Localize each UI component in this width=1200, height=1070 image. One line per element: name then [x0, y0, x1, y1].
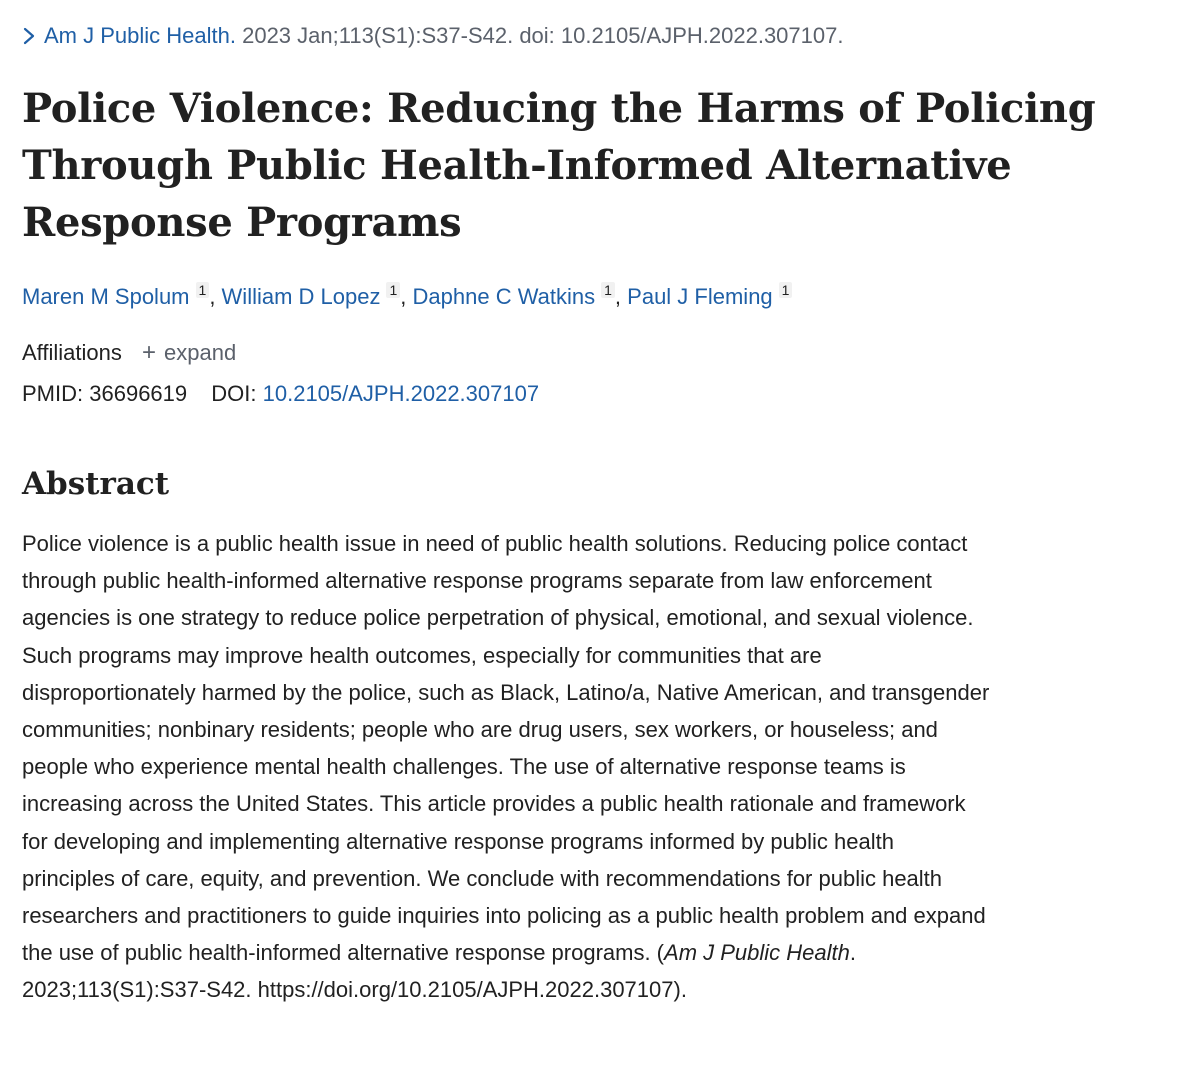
affiliation-ref[interactable]: 1	[386, 282, 400, 298]
expand-label: expand	[164, 340, 237, 365]
chevron-right-icon[interactable]	[22, 20, 44, 52]
author-link[interactable]: Daphne C Watkins	[412, 284, 596, 309]
affiliation-ref[interactable]: 1	[779, 282, 793, 298]
abstract-line: researchers and practitioners to guide inquiries into policing as a public health problem and expand	[22, 903, 986, 929]
journal-link[interactable]: Am J Public Health.	[44, 23, 236, 48]
abstract-line: principles of care, equity, and prevention. We conclude with recommendations for public health	[22, 865, 943, 891]
author-link[interactable]: William D Lopez	[221, 284, 381, 309]
affiliation-ref[interactable]: 1	[601, 282, 615, 298]
citation-details: 2023 Jan;113(S1):S37-S42. doi: 10.2105/AJPH.2022.307107.	[242, 23, 844, 48]
abstract-citation-line: 2023;113(S1):S37-S42. https://doi.org/10.2105/AJPH.2022.307107).	[22, 977, 687, 1003]
abstract-line: through public health-informed alternative response programs separate from law enforcement	[22, 568, 932, 594]
abstract-text	[22, 525, 1172, 1009]
doi-label: DOI:	[211, 381, 257, 406]
abstract-line: Such programs may improve health outcomes, especially for communities that are	[22, 642, 822, 668]
journal-citation	[22, 20, 843, 52]
doi-link[interactable]: 10.2105/AJPH.2022.307107	[262, 381, 540, 406]
identifiers-row	[22, 378, 539, 410]
author-link[interactable]: Paul J Fleming	[627, 284, 773, 309]
abstract-line-start: the use of public health-informed alternative response programs. (	[22, 940, 665, 966]
abstract-line: disproportionately harmed by the police, such as Black, Latino/a, Native American, and transgender	[22, 679, 990, 705]
affiliations-expand-button[interactable]	[142, 340, 236, 365]
abstract-line	[22, 934, 1172, 971]
pmid-value: 36696619	[89, 381, 188, 406]
journal-name-italic: Am J Public Health	[664, 940, 850, 966]
abstract-line: people who experience mental health challenges. The use of alternative response teams is	[22, 754, 906, 780]
affiliations-row	[22, 337, 236, 369]
abstract-line: Police violence is a public health issue in need of public health solutions. Reducing police contact	[22, 531, 968, 556]
author-list: Maren M Spolum $^1$ , William D Lopez $^1$ , Daphne C Watkins $^1$ , Paul J Fleming $^1$	[22, 280, 792, 314]
plus-icon: +	[142, 339, 157, 366]
abstract-line: increasing across the United States. This article provides a public health rationale and framework	[22, 791, 966, 817]
affiliation-ref[interactable]: 1	[196, 282, 210, 298]
abstract-heading: Abstract	[22, 466, 170, 502]
pmid-label: PMID:	[22, 381, 84, 406]
affiliations-label: Affiliations	[22, 340, 122, 365]
abstract-line-end: .	[849, 940, 856, 966]
author-link[interactable]: Maren M Spolum	[22, 284, 190, 309]
abstract-line: agencies is one strategy to reduce police perpetration of physical, emotional, and sexual violence.	[22, 605, 974, 631]
article-title: Police Violence: Reducing the Harms of Policing Through Public Health-Informed Alternative Response Programs	[22, 85, 1096, 246]
abstract-line: for developing and implementing alternative response programs informed by public health	[22, 828, 894, 854]
abstract-line: communities; nonbinary residents; people who are drug users, sex workers, or houseless; and	[22, 717, 938, 743]
